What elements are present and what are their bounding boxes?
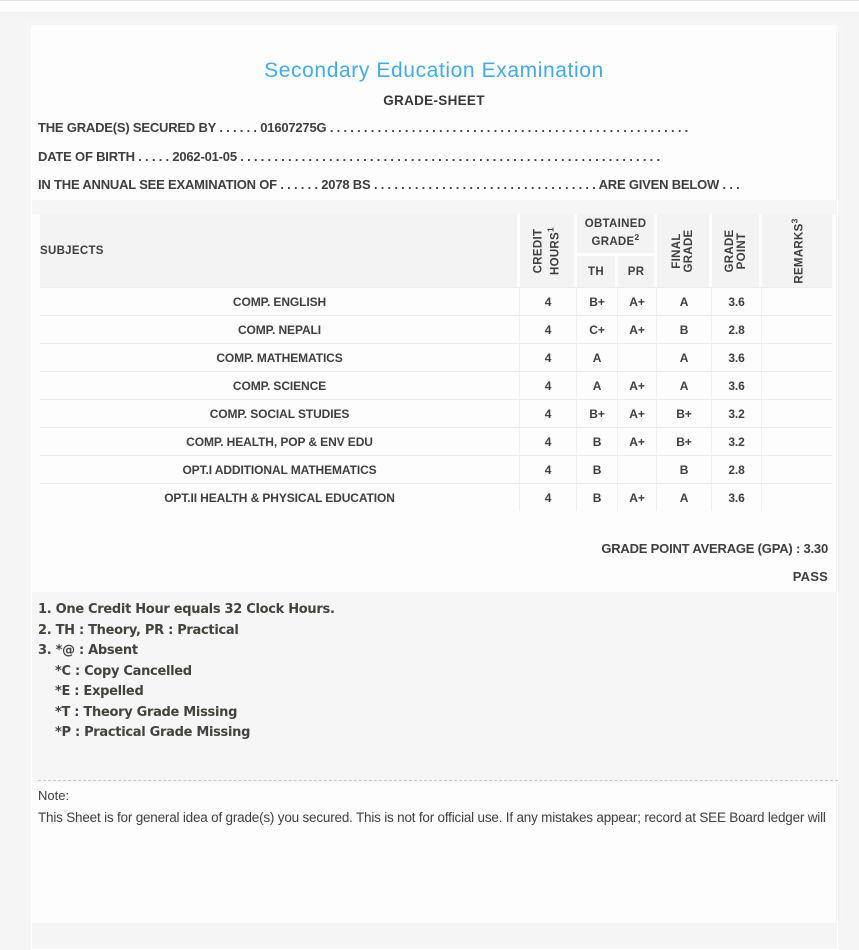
cell-pr-grade: A+ <box>618 315 657 343</box>
footnote-practical-missing: *P : Practical Grade Missing <box>55 725 251 740</box>
table-row <box>40 455 832 483</box>
cell-final-grade: A <box>657 483 712 511</box>
cell-grade-point: 2.8 <box>712 315 762 343</box>
column-header-obtained-grade: OBTAINED GRADE$^2$ <box>577 214 657 256</box>
cell-th-grade: B <box>577 455 618 483</box>
cell-final-grade: A <box>657 371 712 399</box>
cell-th-grade: B+ <box>577 399 618 427</box>
column-header-final-grade: FINAL GRADE <box>657 214 712 287</box>
cell-th-grade: C+ <box>577 315 618 343</box>
header-panel <box>32 25 836 200</box>
footnotes <box>38 600 818 744</box>
cell-th-grade: A <box>577 371 618 399</box>
cell-final-grade: B+ <box>657 399 712 427</box>
cell-credit: 4 <box>520 399 577 427</box>
table-row <box>40 427 832 455</box>
cell-final-grade: A <box>657 287 712 315</box>
cell-subject: COMP. SCIENCE <box>40 371 520 399</box>
field-line-examination-year: IN THE ANNUAL SEE EXAMINATION OF . . . . . . 2078 BS . . . . . . . . . . . . . . . . . . . . . . . . . . . . . . . . . ARE GIVEN BELOW . . . <box>38 177 740 193</box>
cell-remarks <box>762 287 832 315</box>
page-title: Secondary Education Examination <box>264 59 604 82</box>
cell-pr-grade: A+ <box>618 483 657 511</box>
footnote-theory-missing: *T : Theory Grade Missing <box>55 704 238 720</box>
cell-subject: COMP. MATHEMATICS <box>40 343 520 371</box>
cell-grade-point: 3.6 <box>712 483 762 511</box>
table-row <box>40 371 832 399</box>
cell-credit: 4 <box>520 427 577 455</box>
column-header-subjects: SUBJECTS <box>40 214 520 287</box>
cell-final-grade: B <box>657 315 712 343</box>
column-header-pr: PR <box>618 256 657 287</box>
grades-panel <box>32 214 836 592</box>
cell-credit: 4 <box>520 483 577 511</box>
cell-grade-point: 3.6 <box>712 371 762 399</box>
cell-grade-point: 2.8 <box>712 455 762 483</box>
page-subtitle: GRADE-SHEET <box>383 93 485 108</box>
cell-subject: OPT.II HEALTH & PHYSICAL EDUCATION <box>40 483 520 511</box>
cell-credit: 4 <box>520 315 577 343</box>
table-row <box>40 399 832 427</box>
footnote-th-pr: 2. TH : Theory, PR : Practical <box>38 622 239 638</box>
cell-final-grade: B <box>657 455 712 483</box>
cell-remarks <box>762 343 832 371</box>
column-header-grade-point: GRADE POINT <box>712 214 762 287</box>
field-line-date-of-birth: DATE OF BIRTH . . . . . 2062-01-05 . . . . . . . . . . . . . . . . . . . . . . . . . . . . . . . . . . . . . . . . . . . . . . . . . . . . . . . . . . . . . . <box>38 148 660 164</box>
cell-th-grade: B+ <box>577 287 618 315</box>
cell-remarks <box>762 315 832 343</box>
footer-note-panel <box>32 783 836 923</box>
cell-credit: 4 <box>520 371 577 399</box>
cell-grade-point: 3.6 <box>712 343 762 371</box>
cell-credit: 4 <box>520 287 577 315</box>
cell-subject: COMP. ENGLISH <box>40 287 520 315</box>
result-status: PASS <box>792 569 828 584</box>
grade-sheet-card <box>24 20 845 920</box>
footnote-expelled: *E : Expelled <box>55 684 144 699</box>
grades-table <box>40 214 832 511</box>
footer-note-label: Note: <box>38 788 70 803</box>
cell-pr-grade: A+ <box>618 371 657 399</box>
cell-pr-grade: A+ <box>618 399 657 427</box>
cell-credit: 4 <box>520 343 577 371</box>
student-fields <box>38 114 834 200</box>
cell-grade-point: 3.2 <box>712 399 762 427</box>
cell-th-grade: B <box>577 483 618 511</box>
table-row <box>40 287 832 315</box>
top-bar <box>0 0 859 13</box>
cell-final-grade: A <box>657 343 712 371</box>
table-row <box>40 315 832 343</box>
cell-remarks <box>762 483 832 511</box>
cell-subject: COMP. HEALTH, POP & ENV EDU <box>40 427 520 455</box>
footnote-credit-hours: 1. One Credit Hour equals 32 Clock Hours. <box>38 602 335 617</box>
cell-grade-point: 3.2 <box>712 427 762 455</box>
dashed-divider <box>38 780 838 781</box>
column-header-remarks: REMARKS$^3$ <box>762 214 832 287</box>
cell-pr-grade <box>618 455 657 483</box>
cell-remarks <box>762 427 832 455</box>
cell-subject: COMP. SOCIAL STUDIES <box>40 399 520 427</box>
field-line-secured-by: THE GRADE(S) SECURED BY . . . . . . 01607275G . . . . . . . . . . . . . . . . . . . . . . . . . . . . . . . . . . . . . . . . . . . . . . . . . . . . . <box>38 120 689 135</box>
cell-grade-point: 3.6 <box>712 287 762 315</box>
cell-th-grade: A <box>577 343 618 371</box>
cell-subject: COMP. NEPALI <box>40 315 520 343</box>
cell-pr-grade: A+ <box>618 427 657 455</box>
cell-credit: 4 <box>520 455 577 483</box>
cell-th-grade: B <box>577 427 618 455</box>
cell-subject: OPT.I ADDITIONAL MATHEMATICS <box>40 455 520 483</box>
footer-note-text: This Sheet is for general idea of grade(s) you secured. This is not for official use. If any mistakes appear; record at SEE Board ledger will <box>38 810 826 825</box>
cell-pr-grade: A+ <box>618 287 657 315</box>
cell-remarks <box>762 371 832 399</box>
table-row <box>40 343 832 371</box>
footnote-absent: 3. *@ : Absent <box>38 643 138 658</box>
cell-remarks <box>762 399 832 427</box>
footnote-copy-cancelled: *C : Copy Cancelled <box>55 663 192 679</box>
cell-pr-grade <box>618 343 657 371</box>
gpa-summary: GRADE POINT AVERAGE (GPA) : 3.30 <box>601 541 828 556</box>
cell-final-grade: B+ <box>657 427 712 455</box>
column-header-th: TH <box>577 256 618 287</box>
cell-remarks <box>762 455 832 483</box>
table-row <box>40 483 832 511</box>
column-header-credit-hours: CREDIT HOURS$^1$ <box>520 214 577 287</box>
